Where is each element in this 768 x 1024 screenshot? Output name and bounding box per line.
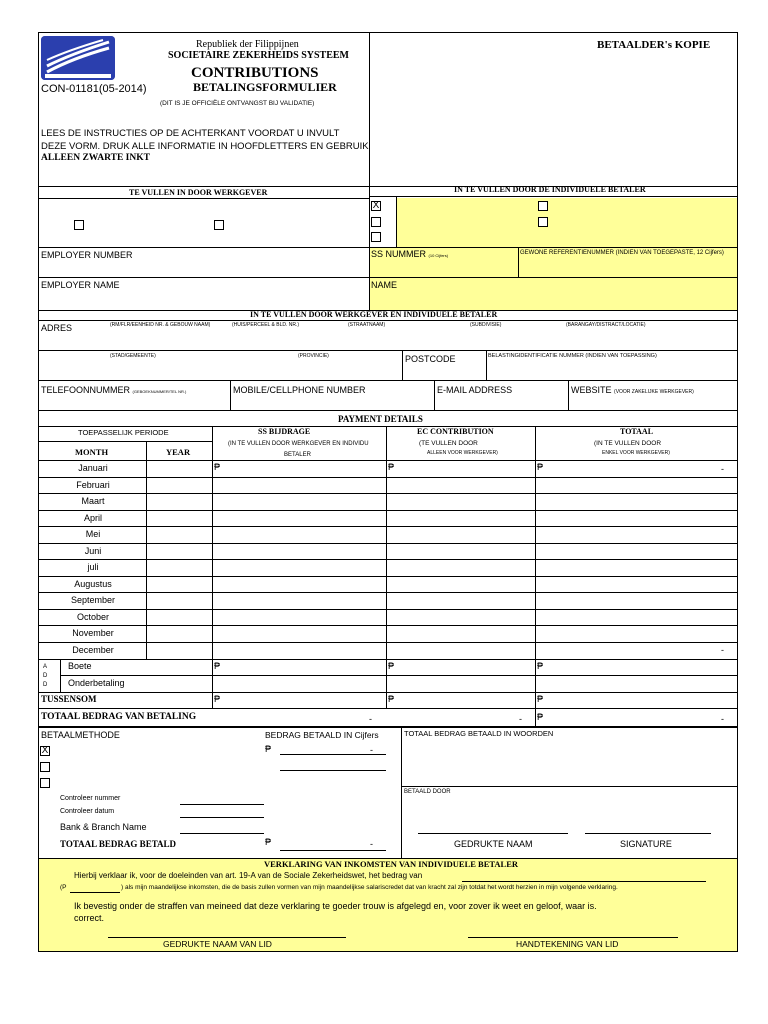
individual-checkbox-2[interactable] <box>371 217 381 227</box>
ss-number-hint: (10 Cijfers) <box>428 253 449 258</box>
month-header: MONTH <box>75 447 109 457</box>
table-row-divider <box>38 477 738 478</box>
payment-details-title: PAYMENT DETAILS <box>338 414 423 424</box>
employer-number-label: EMPLOYER NUMBER <box>41 250 133 260</box>
declaration-line-1: Hierbij verklaar ik, voor de doeleinden van art. 19-A van de Sociale Zekerheidswet, het bedrag van <box>74 871 423 880</box>
grand-total-ss-dash: - <box>369 714 372 724</box>
address-city-hint: (STAD/GEMEENTE) <box>110 353 156 359</box>
individual-checkbox-1[interactable]: X <box>372 200 380 211</box>
form-code: CON-01181(05-2014) <box>41 83 147 95</box>
table-row-divider <box>38 625 738 626</box>
month-label: Juni <box>84 545 102 556</box>
declaration-line-4: correct. <box>74 913 105 923</box>
add-letter-a: A <box>43 664 48 670</box>
year-header: YEAR <box>166 447 191 457</box>
declaration-title: VERKLARING VAN INKOMSTEN VAN INDIVIDUELE BETALER <box>264 859 519 869</box>
website-label: WEBSITE (VOOR ZAKELIJKE WERKGEVER) <box>571 385 694 395</box>
underpayment-label: Onderbetaling <box>68 678 125 688</box>
ss-header: SS BIJDRAGE <box>258 427 311 436</box>
both-section-title: IN TE VULLEN DOOR WERKGEVER EN INDIVIDUELE BETALER <box>250 310 498 319</box>
amount-digits-dash: - <box>370 745 373 755</box>
month-label: Mei <box>85 529 101 539</box>
total-peso-jan: ₱ <box>537 462 544 472</box>
employer-type-checkbox-1[interactable] <box>74 220 84 230</box>
declaration-line-3: Ik bevestig onder de straffen van meineed dat deze verklaring te goeder trouw is afgelegd en, voor zover ik weet en geloof, waar is. <box>74 901 597 911</box>
bank-line[interactable] <box>180 833 264 834</box>
month-label: Augustus <box>74 578 112 589</box>
amount-digits-label: BEDRAG BETAALD IN Cijfers <box>265 730 379 740</box>
agency-text: SOCIETAIRE ZEKERHEIDS SYSTEEM <box>168 50 349 61</box>
grand-total-label: TOTAAL BEDRAG VAN BETALING <box>41 712 197 722</box>
email-label: E-MAIL ADDRESS <box>437 385 513 395</box>
total-subheader-1: (IN TE VULLEN DOOR <box>594 440 662 447</box>
name-yellow <box>370 278 737 310</box>
ss-number-label: SS NUMMER (10 Cijfers) <box>371 249 449 259</box>
phone-hint: (GEBOEKNUMMER/TEL NR.) <box>132 389 187 394</box>
ss-subheader-2: BETALER <box>284 452 311 458</box>
add-letter-d2: D <box>43 682 48 688</box>
member-name-line[interactable] <box>108 937 346 938</box>
payment-method-checkbox-1[interactable]: X <box>41 745 49 756</box>
employer-type-checkbox-2[interactable] <box>214 220 224 230</box>
total-peso-subtotal: ₱ <box>537 694 544 704</box>
ec-subheader-1: (TE VULLEN DOOR <box>419 440 478 447</box>
address-subdivision-hint: (SUBDIVISIE) <box>470 322 502 328</box>
signature-line[interactable] <box>585 833 711 834</box>
total-header: TOTAAL <box>620 427 654 436</box>
grand-total-peso: ₱ <box>537 712 544 722</box>
republic-text: Republiek der Filippijnen <box>196 39 299 50</box>
month-label: December <box>72 644 114 655</box>
penalty-label: Boete <box>68 661 92 671</box>
form-subtitle: BETALINGSFORMULIER <box>193 80 337 94</box>
table-row-divider <box>38 609 738 610</box>
address-street-hint: (STRAATNAAM) <box>348 322 386 328</box>
table-row-divider <box>38 592 738 593</box>
total-paid-line[interactable] <box>280 850 386 851</box>
individual-checkbox-4[interactable] <box>538 201 548 211</box>
instructions-line-3: ALLEEN ZWARTE INKT <box>41 153 150 163</box>
table-row-divider <box>38 543 738 544</box>
total-dash-jan: - <box>721 464 724 474</box>
ss-peso-penalty: ₱ <box>214 661 221 671</box>
amount-words-label: TOTAAL BEDRAG BETAALD IN WOORDEN <box>404 729 554 738</box>
sss-logo <box>41 36 115 80</box>
check-number-line[interactable] <box>180 804 264 805</box>
declaration-amount-words-line[interactable] <box>462 881 706 882</box>
member-name-label: GEDRUKTE NAAM VAN LID <box>163 939 272 949</box>
total-paid-label: TOTAAL BEDRAG BETALD <box>60 839 177 849</box>
signature-label: SIGNATURE <box>620 839 672 849</box>
payment-method-checkbox-2[interactable] <box>40 762 50 772</box>
add-letter-d1: D <box>43 673 48 679</box>
grand-total-ec-dash: - <box>519 714 522 724</box>
bank-label: Bank & Branch Name <box>60 822 147 832</box>
member-signature-label: HANDTEKENING VAN LID <box>516 939 619 949</box>
name-label: NAME <box>371 280 398 290</box>
check-date-line[interactable] <box>180 817 264 818</box>
website-hint: (VOOR ZAKELIJKE WERKGEVER) <box>614 389 694 395</box>
ss-peso-jan: ₱ <box>214 462 221 472</box>
table-row-divider <box>38 493 738 494</box>
check-date-label: Controleer datum <box>60 808 115 815</box>
table-row-divider <box>38 559 738 560</box>
ec-subheader-2: ALLEEN VOOR WERKGEVER) <box>427 450 498 456</box>
table-row-divider <box>38 576 738 577</box>
employer-name-label: EMPLOYER NAME <box>41 280 120 290</box>
mobile-label: MOBILE/CELLPHONE NUMBER <box>233 385 366 395</box>
payment-method-checkbox-3[interactable] <box>40 778 50 788</box>
grand-total-dash: - <box>721 714 724 724</box>
address-province-hint: (PROVINCIE) <box>298 353 329 359</box>
individual-checkbox-5[interactable] <box>538 217 548 227</box>
month-label: September <box>70 595 116 605</box>
declaration-amount-line[interactable] <box>70 892 120 893</box>
month-label: Januari <box>78 463 108 473</box>
month-label: juli <box>87 562 99 572</box>
month-label: November <box>72 628 114 638</box>
paid-by-label: BETAALD DOOR <box>404 789 451 795</box>
total-paid-dash: - <box>370 839 373 849</box>
month-label: Februari <box>76 479 110 490</box>
month-label: October <box>76 611 109 622</box>
phone-label: TELEFOONNUMMER (GEBOEKNUMMER/TEL NR.) <box>41 385 187 395</box>
table-row-divider <box>38 510 738 511</box>
instructions-line-1: LEES DE INSTRUCTIES OP DE ACHTERKANT VOORDAT U INVULT <box>41 128 340 139</box>
subtotal-label: TUSSENSOM <box>41 694 97 704</box>
printed-name-line[interactable] <box>418 833 568 834</box>
ss-peso-subtotal: ₱ <box>214 694 221 704</box>
address-house-hint: (HUIS/PERCEEL & BLD. NR.) <box>232 322 300 328</box>
copy-label: BETAALDER's KOPIE <box>597 39 711 51</box>
receipt-note: (DIT IS JE OFFICIËLE ONTVANGST BIJ VALIDATIE) <box>160 100 315 107</box>
table-row-divider <box>38 642 738 643</box>
reference-number-label: GEWONE REFERENTIENUMMER (INDIEN VAN TOEGEPASTE, 12 Cijfers) <box>520 250 724 256</box>
total-peso-penalty: ₱ <box>537 661 544 671</box>
individual-section-title: IN TE VULLEN DOOR DE INDIVIDUELE BETALER <box>454 185 646 194</box>
postcode-label: POSTCODE <box>405 354 456 364</box>
total-dash-dec: - <box>721 645 724 655</box>
month-label: Maart <box>81 496 105 506</box>
ec-peso-subtotal: ₱ <box>388 694 395 704</box>
table-row-divider <box>38 526 738 527</box>
amount-digits-peso: ₱ <box>265 744 272 754</box>
individual-checkbox-3[interactable] <box>371 232 381 242</box>
ec-peso-penalty: ₱ <box>388 661 395 671</box>
month-label: April <box>83 512 102 523</box>
declaration-line-2-prefix: (P <box>60 884 67 891</box>
total-subheader-2: ENKEL VOOR WERKGEVER) <box>602 450 670 456</box>
declaration-line-2: ) als mijn maandelijkse inkomsten, die de basis zullen vormen van mijn maandelijkse salariscredet dat van kracht zal zijn totdat het wordt herzien in mijn volgende verklaring. <box>121 884 618 891</box>
ec-header: EC CONTRIBUTION <box>417 427 494 436</box>
total-paid-peso: ₱ <box>265 837 272 847</box>
member-signature-line[interactable] <box>468 937 678 938</box>
individual-yellow-area <box>396 198 737 247</box>
instructions-line-2: DEZE VORM. DRUK ALLE INFORMATIE IN HOOFDLETTERS EN GEBRUIK <box>41 141 369 152</box>
amount-digits-line-1 <box>280 754 386 755</box>
form-frame <box>38 32 738 952</box>
amount-digits-line-2 <box>280 770 386 771</box>
employer-section-title: TE VULLEN IN DOOR WERKGEVER <box>129 188 268 197</box>
form-title: CONTRIBUTIONS <box>191 65 319 81</box>
address-rm-hint: (RM/FLR/EENHEID NR. & GEBOUW NAAM) <box>110 322 211 328</box>
printed-name-label: GEDRUKTE NAAM <box>454 839 533 849</box>
ss-subheader-1: (IN TE VULLEN DOOR WERKGEVER EN INDIVIDU <box>228 441 369 447</box>
address-label: ADRES <box>41 323 73 333</box>
ec-peso-jan: ₱ <box>388 462 395 472</box>
address-barangay-hint: (BARANGAY/DISTRACT/LOCATIE) <box>566 322 646 328</box>
tin-label: BELASTINGIDENTIFICATIE NUMMER (INDIEN VAN TOEPASSING) <box>488 353 657 359</box>
period-header: TOEPASSELIJK PERIODE <box>78 428 169 437</box>
check-number-label: Controleer nummer <box>60 795 121 802</box>
payment-method-label: BETAALMETHODE <box>41 730 120 740</box>
